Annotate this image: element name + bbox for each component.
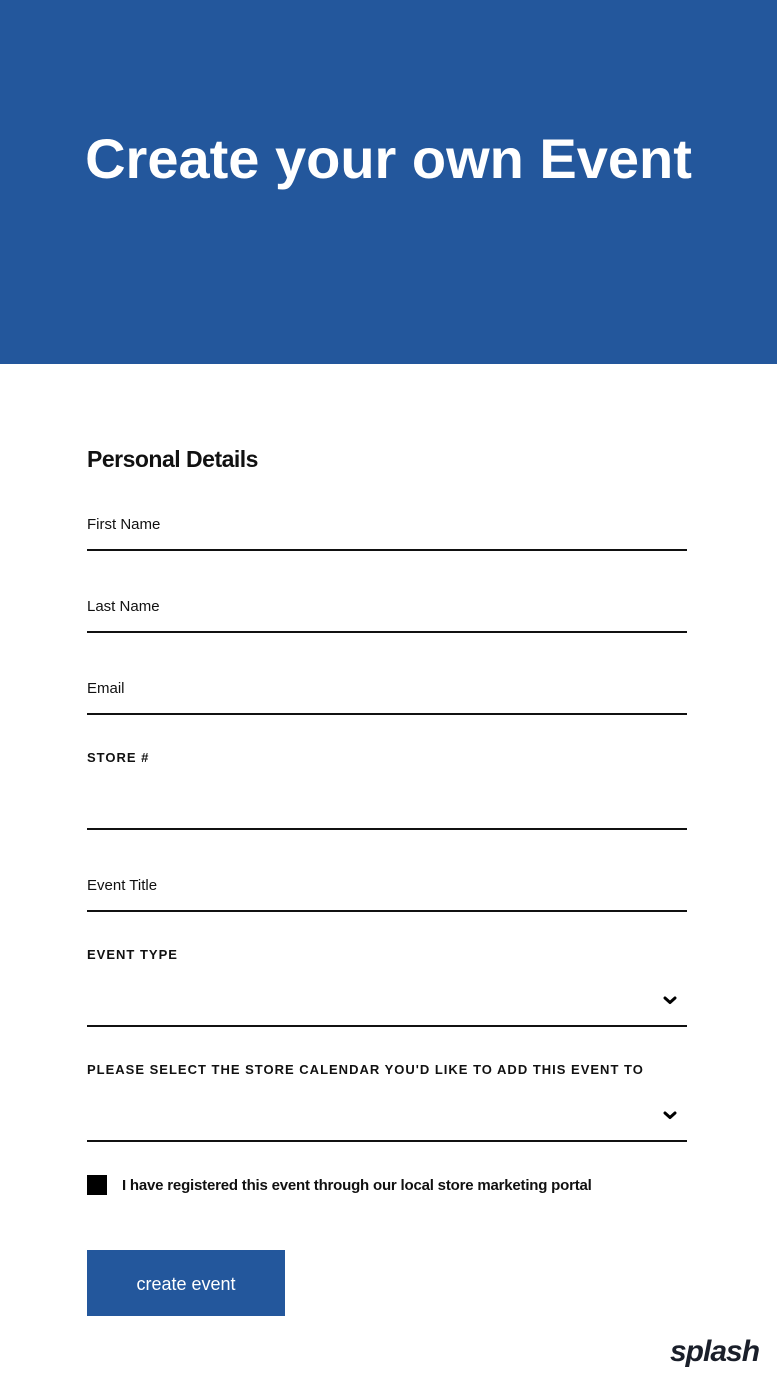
chevron-down-icon [663,1108,677,1122]
last-name-field[interactable] [87,587,687,633]
email-field[interactable] [87,669,687,715]
last-name-placeholder: Last Name [87,598,160,615]
registered-checkbox-label[interactable]: I have registered this event through our local store marketing portal [122,1177,592,1194]
page-title: Create your own Event [85,127,692,190]
registered-checkbox[interactable] [87,1175,107,1195]
chevron-down-icon [663,993,677,1007]
section-heading-personal-details: Personal Details [87,446,258,472]
first-name-field[interactable] [87,505,687,551]
event-title-field[interactable] [87,866,687,912]
store-calendar-select[interactable] [87,1090,687,1142]
hero-banner [0,0,777,364]
event-type-select[interactable] [87,975,687,1027]
create-event-button[interactable]: create event [87,1250,285,1316]
first-name-placeholder: First Name [87,516,161,533]
event-type-label: EVENT TYPE [87,947,178,962]
email-placeholder: Email [87,680,125,697]
store-calendar-label: PLEASE SELECT THE STORE CALENDAR YOU'D LIKE TO ADD THIS EVENT TO [87,1062,644,1077]
store-number-label: STORE # [87,750,150,765]
splash-logo: splash [670,1335,760,1368]
store-number-field[interactable] [87,778,687,830]
event-title-placeholder: Event Title [87,877,158,894]
